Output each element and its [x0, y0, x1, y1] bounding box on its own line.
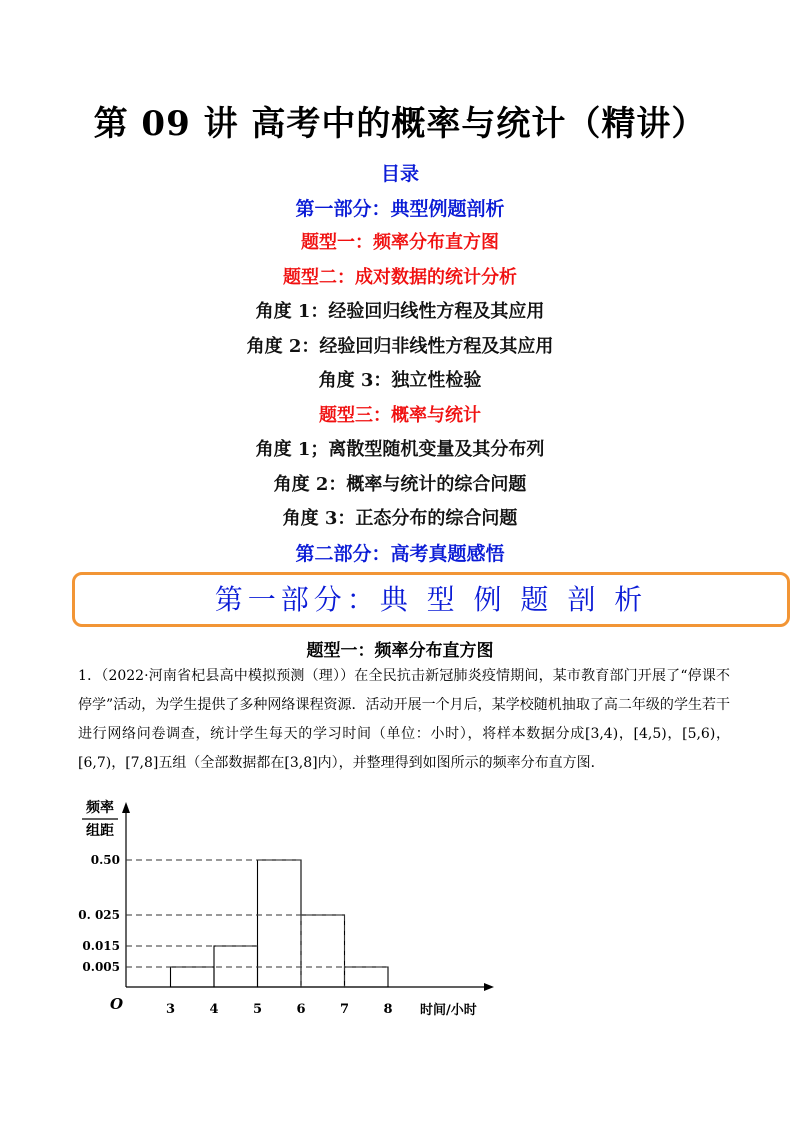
y-tick-label: 0.005: [82, 960, 120, 974]
y-axis-label-denominator: 组距: [86, 823, 114, 839]
question-text: （2022·河南省杞县高中模拟预测（理））在全民抗击新冠肺炎疫情期间，某市教育部门开展了“停课不停学”活动，为学生提供了多种网络课程资源．活动开展一个月后，某学校随机抽取了高二年级的学生若干进行网络问卷调查，统计学生每天的学习时间（单位：小时），将样本数据分成[3,4)，[4,5)，[5,6)，[6,7)，[7,8]五组（全部数据都在[3,8]内），并整理得到如图所示的频率分布直方图．: [78, 668, 730, 771]
x-tick-label: 4: [209, 1002, 219, 1017]
toc-item: 题型一：频率分布直方图: [301, 232, 499, 253]
x-tick-label: 3: [165, 1002, 176, 1017]
y-axis-arrow: [122, 802, 130, 813]
toc-heading: 目录: [380, 163, 419, 185]
toc-item: 角度 2：概率与统计的综合问题: [273, 473, 527, 495]
toc-item: 角度 2：经验回归非线性方程及其应用: [246, 335, 554, 357]
toc-item: 第一部分：典型例题剖析: [295, 197, 505, 220]
toc-item: 角度 1：经验回归线性方程及其应用: [255, 301, 545, 322]
question-1: [78, 662, 730, 778]
toc-item: 角度 1；离散型随机变量及其分布列: [255, 439, 545, 460]
x-axis-arrow: [484, 983, 494, 991]
x-tick-label: 5: [252, 1002, 263, 1017]
y-tick-label: 0.50: [90, 853, 120, 867]
section-heading: 题型一：频率分布直方图: [306, 641, 494, 661]
toc-item: 角度 3：独立性检验: [318, 370, 482, 391]
section-banner: 第一部分：典 型 例 题 剖 析: [72, 572, 790, 627]
y-tick-label: 0. 025: [78, 908, 120, 922]
x-tick-label: 8: [383, 1002, 393, 1017]
y-tick-label: 0.015: [82, 939, 120, 953]
toc-item: 题型三：概率与统计: [319, 404, 481, 426]
table-of-contents: [0, 157, 800, 571]
x-tick-label: 6: [296, 1002, 306, 1017]
histogram-bar: [301, 915, 345, 987]
toc-item: 题型二：成对数据的统计分析: [283, 266, 517, 288]
histogram-bar: [258, 860, 302, 987]
question-number: 1．: [78, 668, 102, 684]
toc-item: 角度 3：正态分布的综合问题: [282, 508, 518, 529]
histogram-bar: [171, 967, 215, 987]
frequency-histogram: [70, 790, 510, 1030]
y-axis-label-numerator: 频率: [86, 800, 114, 816]
x-tick-label: 7: [339, 1002, 350, 1017]
page-title: 第 09 讲 高考中的概率与统计（精讲）: [93, 104, 707, 144]
toc-item: 第二部分：高考真题感悟: [295, 542, 505, 565]
x-axis-label: 时间/小时: [420, 1003, 477, 1018]
origin-label: O: [110, 995, 124, 1013]
histogram-bar: [345, 967, 389, 987]
